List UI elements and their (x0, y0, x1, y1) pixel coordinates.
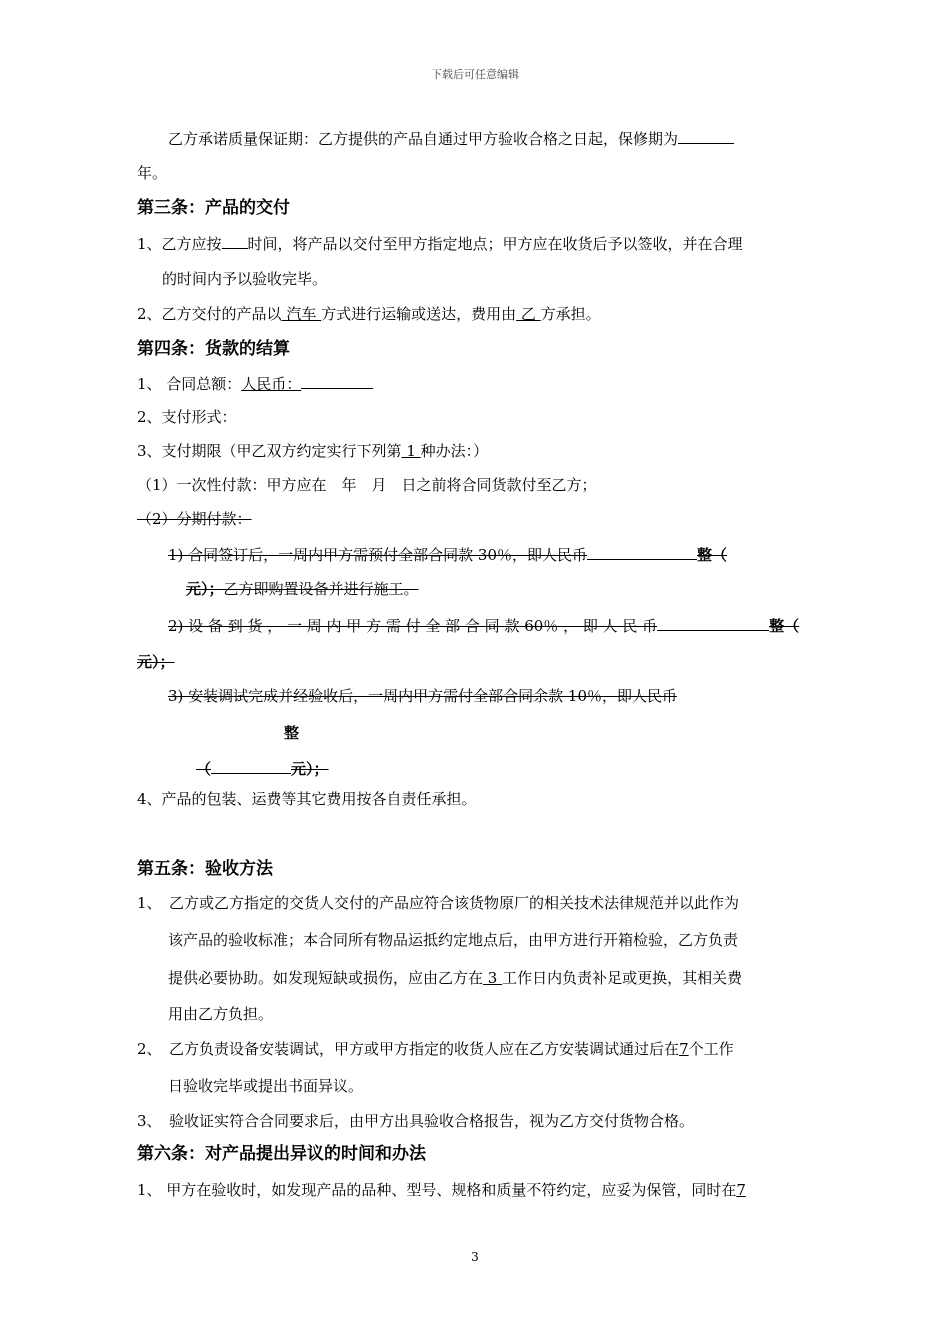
s4-method-number: 1 (401, 442, 421, 460)
s4-installment1-zheng: 整（ (697, 546, 728, 564)
s4-item3-text-b: 种办法：） (420, 442, 489, 460)
section-5-title: 第五条：验收方法 (137, 859, 273, 879)
s4-installment3-yuan: 元）； (291, 760, 329, 778)
s4-installment2-yuan: 元）； (137, 653, 175, 671)
s4-installment3-line1: 3) 安装调试完成并经验收后，一周内甲方需付全部合同余款 10％，即人民币 (168, 687, 678, 705)
s4-installment1-note: 乙方即购置设备并进行施工。 (223, 580, 419, 598)
s4-rmb-label: 人民币： (241, 375, 302, 393)
s4-item4: 4、产品的包装、运费等其它费用按各自责任承担。 (137, 790, 477, 808)
s3-item2 (137, 304, 601, 324)
s6-item1-text: 1、 甲方在验收时，如发现产品的品种、型号、规格和质量不符约定，应妥为保管，同时在 (137, 1181, 737, 1199)
s3-time-blank (222, 233, 248, 249)
s3-item1-line2: 的时间内予以验收完毕。 (162, 270, 328, 288)
warranty-years-blank (678, 128, 734, 144)
s3-transport-mode: 汽车 (281, 305, 322, 323)
section-6-title: 第六条：对产品提出异议的时间和办法 (137, 1144, 426, 1164)
s4-installment1-text: 1) 合同签订后，一周内甲方需预付全部合同款 30％，即人民币 (168, 546, 588, 564)
s5-item2-line1 (137, 1039, 734, 1059)
warranty-text: 乙方承诺质量保证期：乙方提供的产品自通过甲方验收合格之日起，保修期为 (168, 130, 679, 148)
section-3-title: 第三条：产品的交付 (137, 198, 290, 218)
s5-item1-text-a: 提供必要协助。如发现短缺或损伤，应由乙方在 (168, 969, 484, 987)
s5-item2-line2: 日验收完毕或提出书面异议。 (168, 1077, 364, 1095)
s4-installment3-paren: （ (196, 760, 212, 778)
s4-installment2-zheng: 整（ (769, 617, 800, 635)
s6-item1-line1 (137, 1180, 746, 1200)
s4-item3 (137, 441, 488, 461)
warranty-year-unit: 年。 (137, 164, 168, 182)
s5-item2-text-b: 个工作 (688, 1040, 734, 1058)
s4-installment2-text: 2) 设 备 到 货 ， 一 周 内 甲 方 需 付 全 部 合 同 款 60％ ， 即 人 民 币 (168, 617, 658, 635)
s4-installment1-line2 (186, 579, 419, 599)
s3-item2-text-a: 2、乙方交付的产品以 (137, 305, 282, 323)
s3-item1-line1 (137, 233, 743, 254)
s3-cost-party: 乙 (516, 305, 541, 323)
s6-item1-days: 7 (736, 1181, 746, 1199)
s5-item1-line3 (168, 968, 742, 988)
s5-item3: 3、 验收证实符合合同要求后，由甲方出具验收合格报告，视为乙方交付货物合格。 (137, 1112, 695, 1130)
warranty-line (168, 128, 734, 149)
s5-item2-text-a: 2、 乙方负责设备安装调试，甲方或甲方指定的收货人应在乙方安装调试通过后在 (137, 1040, 680, 1058)
s4-installment2-line1 (168, 615, 799, 636)
s5-item1-text-b: 工作日内负责补足或更换，其相关费 (502, 969, 743, 987)
s4-total-label: 1、 合同总额： (137, 375, 242, 393)
s4-installment1-blank (587, 544, 697, 560)
s3-item1-text-a: 1、乙方应按 (137, 235, 222, 253)
page-number: 3 (471, 1250, 479, 1264)
s4-option1: （1）一次性付款：甲方应在 年 月 日之前将合同货款付至乙方； (137, 476, 597, 494)
s4-item1 (137, 373, 373, 394)
s5-item1-line4: 用由乙方负担。 (168, 1005, 274, 1023)
page-header: 下载后可任意编辑 (431, 68, 519, 81)
s4-installment3-line3 (196, 758, 329, 779)
s4-total-blank (301, 373, 373, 389)
s5-item2-days: 7 (679, 1040, 689, 1058)
s4-installment3-blank (211, 758, 291, 774)
s5-workdays: 3 (483, 969, 503, 987)
s4-option2: （2）分期付款： (137, 510, 252, 528)
s4-installment3-zheng: 整 (284, 724, 300, 742)
s4-item3-text-a: 3、支付期限（甲乙双方约定实行下列第 (137, 442, 402, 460)
s4-installment2-blank (657, 615, 769, 631)
s4-installment1-line1 (168, 544, 727, 565)
s5-item1-line2: 该产品的验收标准；本合同所有物品运抵约定地点后，由甲方进行开箱检验，乙方负责 (168, 931, 739, 949)
s3-item2-text-c: 方承担。 (540, 305, 601, 323)
s3-item1-text-b: 时间，将产品以交付至甲方指定地点；甲方应在收货后予以签收，并在合理 (247, 235, 743, 253)
s5-item1-line1: 1、 乙方或乙方指定的交货人交付的产品应符合该货物原厂的相关技术法律规范并以此作为 (137, 894, 740, 912)
s3-item2-text-b: 方式进行运输或送达，费用由 (321, 305, 517, 323)
s4-item2: 2、支付形式： (137, 408, 237, 426)
s4-installment1-yuan: 元）； (186, 580, 224, 598)
section-4-title: 第四条：货款的结算 (137, 339, 290, 359)
